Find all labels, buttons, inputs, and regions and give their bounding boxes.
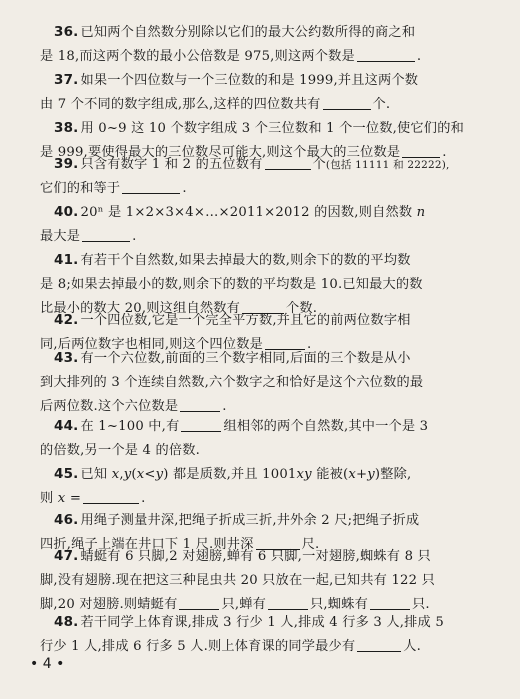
answer-blank [180, 396, 220, 412]
page-number: • 4 • [30, 656, 65, 672]
problem-39: 39. 只含有数字 1 和 2 的五位数有 个(包括 11111 和 22222), 它们的和等于 . [40, 156, 450, 196]
problem-number: 44. [54, 418, 79, 434]
problem-text: 只含有数字 1 和 2 的五位数有 [80, 157, 263, 172]
problem-text: 脚,20 对翅膀.则蜻蜓有 [40, 597, 178, 612]
problem-number: 46. [54, 512, 79, 528]
answer-blank [83, 488, 139, 504]
answer-blank [82, 226, 130, 242]
problem-text: 用 0~9 这 10 个数字组成 3 个三位数和 1 个一位数,使它们的和 [80, 121, 464, 136]
problem-number: 38. [54, 120, 79, 136]
problem-44: 44. 在 1~100 中,有 组相邻的两个自然数,其中一个是 3 的倍数,另一个是 4 的倍数. [40, 418, 429, 458]
problem-text: 比最小的数大 20,则这组自然数有 [40, 301, 241, 316]
problem-text: 有一个六位数,前面的三个数字相同,后面的三个数是从小 [80, 351, 411, 366]
answer-blank [265, 154, 311, 170]
problem-42: 42. 一个四位数,它是一个完全平方数,并且它的前两位数字相 同,后两位数字也相同,则这个四位数是 . [40, 312, 411, 352]
problem-text: 若干同学上体育课,排成 3 行少 1 人,排成 4 行多 3 人,排成 5 [80, 615, 444, 630]
problem-text: 在 1~100 中,有 [80, 419, 180, 434]
answer-blank [179, 594, 219, 610]
problem-number: 36. [54, 24, 79, 40]
problem-45: 45. 已知 x,y(x<y) 都是质数,并且 1001xy 能被(x+y)整除, 则 x = . [40, 466, 412, 506]
problem-text: 的倍数,另一个是 4 的倍数. [40, 443, 201, 458]
problem-38: 38. 用 0~9 这 10 个数字组成 3 个三位数和 1 个一位数,使它们的和 是 999,要使得最大的三位数尽可能大,则这个最大的三位数是 . [40, 120, 464, 160]
problem-text: 是 18,而这两个数的最小公倍数是 975,则这两个数是 [40, 49, 355, 64]
problem-text: 到大排列的 3 个连续自然数,六个数字之和恰好是这个六位数的最 [40, 375, 424, 390]
problem-number: 37. [54, 72, 79, 88]
answer-blank [181, 416, 221, 432]
problem-47: 47. 蜻蜓有 6 只脚,2 对翅膀,蝉有 6 只脚,一对翅膀,蜘蛛有 8 只 脚,没有翅膀.现在把这三种昆虫共 20 只放在一起,已知共有 122 只 脚,20 对翅膀.则蜻蜓有 只,蝉有 只,蜘蛛有 只. [40, 548, 435, 612]
problem-text: 最大是 [40, 229, 81, 244]
problem-note: (包括 11111 和 22222), [325, 159, 450, 171]
problem-48: 48. 若干同学上体育课,排成 3 行少 1 人,排成 4 行多 3 人,排成 5 行少 1 人,排成 6 行多 5 人.则上体育课的同学最少有 人. [40, 614, 444, 654]
problem-text: 蜻蜓有 6 只脚,2 对翅膀,蝉有 6 只脚,一对翅膀,蜘蛛有 8 只 [80, 549, 431, 564]
problem-number: 41. [54, 252, 79, 268]
problem-number: 48. [54, 614, 79, 630]
problem-text: 后两位数.这个六位数是 [40, 399, 179, 414]
problem-36: 36. 已知两个自然数分别除以它们的最大公约数所得的商之和 是 18,而这两个数的最小公倍数是 975,则这两个数是 . [40, 24, 422, 64]
problem-43: 43. 有一个六位数,前面的三个数字相同,后面的三个数是从小 到大排列的 3 个连续自然数,六个数字之和恰好是这个六位数的最 后两位数.这个六位数是 . [40, 350, 424, 414]
problem-text: 用绳子测量井深,把绳子折成三折,井外余 2 尺;把绳子折成 [80, 513, 420, 528]
answer-blank [122, 178, 180, 194]
problem-text: 20ⁿ 是 1×2×3×4×…×2011×2012 的因数,则自然数 [80, 205, 417, 220]
problem-number: 39. [54, 156, 79, 172]
problem-text: 是 999,要使得最大的三位数尽可能大,则这个最大的三位数是 [40, 145, 401, 160]
problem-text: 它们的和等于 [40, 181, 121, 196]
answer-blank [370, 594, 410, 610]
problem-text: 由 7 个不同的数字组成,那么,这样的四位数共有 [40, 97, 321, 112]
problem-text: 已知两个自然数分别除以它们的最大公约数所得的商之和 [80, 25, 416, 40]
problem-text: 同,后两位数字也相同,则这个四位数是 [40, 337, 263, 352]
problem-46: 46. 用绳子测量井深,把绳子折成三折,井外余 2 尺;把绳子折成 四折,绳子上端在井口下 1 尺.则井深 尺. [40, 512, 420, 552]
problem-text: 是 8;如果去掉最小的数,则余下的数的平均数是 10.已知最大的数 [40, 277, 423, 292]
problem-41: 41. 有若干个自然数,如果去掉最大的数,则余下的数的平均数 是 8;如果去掉最小的数,则余下的数的平均数是 10.已知最大的数 比最小的数大 20,则这组自然数有 个数. [40, 252, 423, 316]
answer-blank [268, 594, 308, 610]
problem-number: 45. [54, 466, 79, 482]
problem-text: 如果一个四位数与一个三位数的和是 1999,并且这两个数 [80, 73, 419, 88]
problem-text: 行少 1 人,排成 6 行多 5 人.则上体育课的同学最少有 [40, 639, 356, 654]
problem-number: 40. [54, 204, 79, 220]
problem-40: 40. 20ⁿ 是 1×2×3×4×…×2011×2012 的因数,则自然数 n 最大是 . [40, 204, 426, 244]
problem-text: 四折,绳子上端在井口下 1 尺.则井深 [40, 537, 254, 552]
problem-number: 47. [54, 548, 79, 564]
problem-number: 43. [54, 350, 79, 366]
problem-text: 一个四位数,它是一个完全平方数,并且它的前两位数字相 [80, 313, 411, 328]
answer-blank [357, 636, 401, 652]
problem-number: 42. [54, 312, 79, 328]
problem-text: 脚,没有翅膀.现在把这三种昆虫共 20 只放在一起,已知共有 122 只 [40, 573, 435, 588]
problem-37: 37. 如果一个四位数与一个三位数的和是 1999,并且这两个数 由 7 个不同的数字组成,那么,这样的四位数共有 个. [40, 72, 419, 112]
problem-text: 有若干个自然数,如果去掉最大的数,则余下的数的平均数 [80, 253, 411, 268]
answer-blank [357, 46, 415, 62]
variable-n: n [416, 205, 426, 220]
answer-blank [323, 94, 371, 110]
